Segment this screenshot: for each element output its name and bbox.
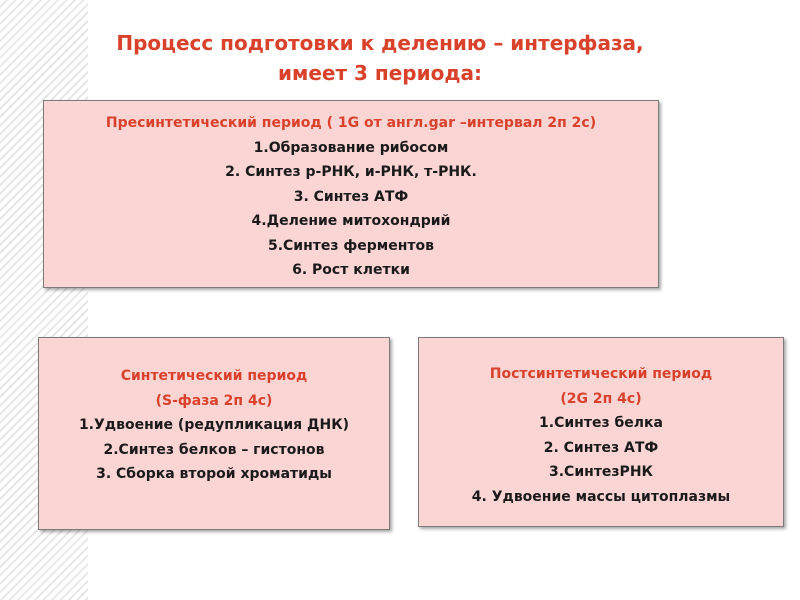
postsynthetic-subheading: (2G 2п 4с) [560, 390, 642, 407]
postsynthetic-item: 3.СинтезРНК [549, 464, 653, 480]
synthetic-item: 2.Синтез белков – гистонов [103, 441, 325, 458]
synthetic-period-box [38, 337, 390, 530]
postsynthetic-item: 4. Удвоение массы цитоплазмы [471, 488, 731, 505]
presynthetic-item: 4.Деление митохондрий [251, 213, 451, 229]
synthetic-heading: Синтетический период [120, 368, 308, 384]
presynthetic-item: 2. Синтез р-РНК, и-РНК, т-РНК. [225, 164, 477, 180]
presynthetic-item: 3. Синтез АТФ [293, 188, 409, 205]
postsynthetic-item: 1.Синтез белка [539, 415, 663, 431]
presynthetic-period-box [43, 100, 659, 288]
slide-title-line-1: Процесс подготовки к делению – интерфаза, [116, 31, 644, 55]
synthetic-item: 3. Сборка второй хроматиды [96, 466, 332, 482]
presynthetic-item: 5.Синтез ферментов [267, 237, 435, 254]
presynthetic-heading: Пресинтетический период ( 1G от англ.gar –интервал 2п 2с) [105, 115, 597, 131]
presynthetic-item: 6. Рост клетки [292, 262, 410, 278]
slide-title-line-2: имеет 3 периода: [277, 61, 483, 85]
synthetic-subheading: (S-фаза 2п 4с) [155, 392, 273, 409]
postsynthetic-heading: Постсинтетический период [489, 366, 713, 382]
slide-title [60, 28, 700, 88]
presynthetic-item: 1.Образование рибосом [253, 139, 449, 156]
postsynthetic-item: 2. Синтез АТФ [543, 439, 659, 456]
postsynthetic-period-box [418, 337, 784, 527]
synthetic-item: 1.Удвоение (редупликация ДНК) [78, 417, 350, 433]
